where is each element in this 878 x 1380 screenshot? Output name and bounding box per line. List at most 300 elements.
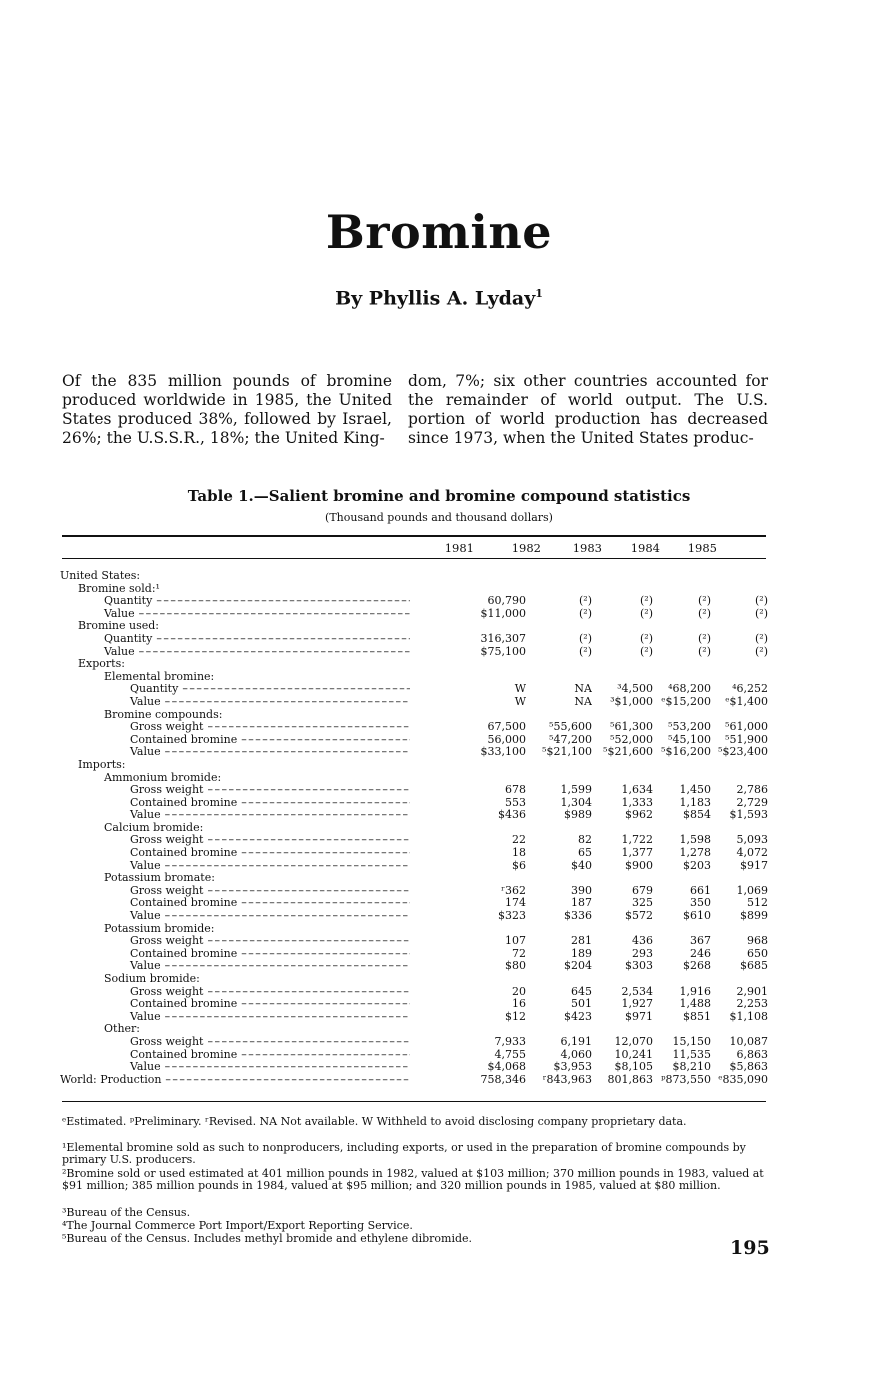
table-row bbox=[60, 772, 768, 785]
author-footnote-mark: 1 bbox=[535, 287, 543, 300]
row-label-cell bbox=[60, 683, 410, 696]
cell-1985: ⁵61,000 bbox=[725, 721, 768, 734]
row-label-cell bbox=[60, 960, 410, 973]
table-row bbox=[60, 1011, 768, 1024]
cell-1981 bbox=[410, 658, 526, 671]
cell-1981: 72 bbox=[512, 947, 526, 960]
cell-1981: 56,000 bbox=[487, 733, 526, 746]
cell-1984 bbox=[653, 583, 711, 596]
cell-1984: (²) bbox=[698, 645, 711, 658]
cell-1982 bbox=[526, 671, 592, 684]
cell-1982 bbox=[526, 923, 592, 936]
cell-1981: $4,068 bbox=[487, 1061, 526, 1074]
cell-1983 bbox=[592, 759, 653, 772]
cell-1984: $610 bbox=[683, 910, 711, 923]
row-label-cell bbox=[60, 772, 410, 785]
cell-1981 bbox=[410, 772, 526, 785]
row-label-cell bbox=[60, 1011, 410, 1024]
cell-1984: 1,450 bbox=[679, 784, 711, 797]
cell-1985 bbox=[711, 658, 768, 671]
cell-1984: 1,488 bbox=[679, 998, 711, 1011]
cell-1985 bbox=[711, 570, 768, 583]
cell-1981: $75,100 bbox=[480, 645, 526, 658]
table-row bbox=[60, 1074, 768, 1087]
row-label-cell bbox=[60, 746, 410, 759]
cell-1983: 1,377 bbox=[621, 847, 653, 860]
cell-1984: 15,150 bbox=[672, 1035, 711, 1048]
cell-1981: 316,307 bbox=[480, 632, 526, 645]
cell-1981: W bbox=[514, 683, 526, 696]
row-label-cell bbox=[60, 620, 410, 633]
cell-1982: 187 bbox=[571, 897, 592, 910]
cell-1983: ⁵$21,600 bbox=[603, 746, 653, 759]
cell-1984: 350 bbox=[690, 897, 711, 910]
cell-1984: 246 bbox=[690, 947, 711, 960]
row-label: Contained bromine – – – bbox=[60, 734, 410, 747]
cell-1983: (²) bbox=[640, 632, 653, 645]
row-label: Gross weight – – – bbox=[60, 986, 410, 999]
cell-1982: NA bbox=[574, 683, 592, 696]
cell-1982 bbox=[526, 1023, 592, 1036]
cell-1982: $204 bbox=[564, 960, 592, 973]
cell-1984: 1,916 bbox=[679, 985, 711, 998]
row-label-cell bbox=[60, 570, 410, 583]
cell-1983 bbox=[592, 1023, 653, 1036]
cell-1983 bbox=[592, 872, 653, 885]
cell-1982: (²) bbox=[579, 607, 592, 620]
cell-1985: 650 bbox=[747, 947, 768, 960]
year-header: 1985 bbox=[687, 541, 717, 555]
year-header: 1984 bbox=[630, 541, 660, 555]
cell-1985: 512 bbox=[747, 897, 768, 910]
row-label: Potassium bromide: bbox=[104, 922, 215, 935]
row-label-cell bbox=[60, 696, 410, 709]
cell-1981: ʳ362 bbox=[501, 884, 526, 897]
row-label: Potassium bromate: bbox=[104, 872, 215, 885]
cell-1985: (²) bbox=[755, 645, 768, 658]
row-label-cell bbox=[60, 658, 410, 671]
cell-1983 bbox=[592, 620, 653, 633]
cell-1984: $854 bbox=[683, 809, 711, 822]
row-label-cell bbox=[60, 910, 410, 923]
cell-1985: ⁴6,252 bbox=[732, 683, 768, 696]
row-label: Value – – – bbox=[60, 910, 410, 923]
table-row bbox=[60, 608, 768, 621]
cell-1982: 1,304 bbox=[560, 796, 592, 809]
cell-1982: $423 bbox=[564, 1010, 592, 1023]
table-top-rule bbox=[62, 535, 766, 537]
row-label: Quantity – – – bbox=[60, 683, 410, 696]
row-label-cell bbox=[60, 948, 410, 961]
table-row bbox=[60, 583, 768, 596]
cell-1983 bbox=[592, 923, 653, 936]
footnote: ⁵Bureau of the Census. Includes methyl bromide and ethylene dibromide. bbox=[62, 1232, 473, 1245]
table-caption: Table 1.—Salient bromine and bromine compound statistics bbox=[187, 487, 691, 505]
row-label-cell bbox=[60, 734, 410, 747]
cell-1983 bbox=[592, 709, 653, 722]
cell-1984: 1,278 bbox=[679, 847, 711, 860]
row-label: Value – – – bbox=[60, 608, 410, 621]
row-label-cell bbox=[60, 986, 410, 999]
cell-1982 bbox=[526, 583, 592, 596]
cell-1985 bbox=[711, 671, 768, 684]
row-label-cell bbox=[60, 671, 410, 684]
cell-1984: 661 bbox=[690, 884, 711, 897]
year-header: 1981 bbox=[444, 541, 474, 555]
cell-1982 bbox=[526, 973, 592, 986]
cell-1982: 645 bbox=[571, 985, 592, 998]
cell-1985 bbox=[711, 772, 768, 785]
cell-1981: 678 bbox=[505, 784, 526, 797]
table-row bbox=[60, 998, 768, 1011]
intro-column-right: dom, 7%; six other countries accounted for the remainder of world output. The U.S. portion of world production has decreased since 1973, when the United States produc- bbox=[408, 372, 768, 447]
cell-1982 bbox=[526, 620, 592, 633]
row-label-cell bbox=[60, 872, 410, 885]
table-row bbox=[60, 671, 768, 684]
cell-1982 bbox=[526, 872, 592, 885]
table-row bbox=[60, 658, 768, 671]
row-label: Value – – – bbox=[60, 746, 410, 759]
cell-1983 bbox=[592, 973, 653, 986]
row-label-cell bbox=[60, 595, 410, 608]
row-label: Value – – – bbox=[60, 696, 410, 709]
row-label: Value – – – bbox=[60, 1011, 410, 1024]
cell-1982: 390 bbox=[571, 884, 592, 897]
row-label: World: Production – – – bbox=[60, 1074, 410, 1087]
cell-1983: $572 bbox=[625, 910, 653, 923]
cell-1983: ³$1,000 bbox=[610, 695, 653, 708]
cell-1981 bbox=[410, 709, 526, 722]
table-row bbox=[60, 784, 768, 797]
row-label: Contained bromine – – – bbox=[60, 797, 410, 810]
cell-1982: ⁵$21,100 bbox=[542, 746, 592, 759]
cell-1984 bbox=[653, 923, 711, 936]
cell-1983: 679 bbox=[632, 884, 653, 897]
cell-1981: 174 bbox=[505, 897, 526, 910]
table-row bbox=[60, 696, 768, 709]
cell-1983 bbox=[592, 671, 653, 684]
cell-1982: 65 bbox=[578, 847, 592, 860]
cell-1985: 5,093 bbox=[736, 834, 768, 847]
row-label-cell bbox=[60, 860, 410, 873]
row-label-cell bbox=[60, 923, 410, 936]
cell-1982: $989 bbox=[564, 809, 592, 822]
cell-1982 bbox=[526, 570, 592, 583]
cell-1982 bbox=[526, 709, 592, 722]
cell-1983: 436 bbox=[632, 935, 653, 948]
cell-1981: 22 bbox=[512, 834, 526, 847]
table-row bbox=[60, 897, 768, 910]
row-label-cell bbox=[60, 809, 410, 822]
cell-1985: (²) bbox=[755, 607, 768, 620]
cell-1984 bbox=[653, 570, 711, 583]
cell-1983: 801,863 bbox=[607, 1073, 653, 1086]
table-row bbox=[60, 973, 768, 986]
cell-1981: 18 bbox=[512, 847, 526, 860]
cell-1984: (²) bbox=[698, 595, 711, 608]
cell-1982: ʳ843,963 bbox=[542, 1073, 592, 1086]
row-label: Contained bromine – – – bbox=[60, 847, 410, 860]
cell-1983: ³4,500 bbox=[617, 683, 653, 696]
table-row bbox=[60, 595, 768, 608]
row-label-cell bbox=[60, 973, 410, 986]
cell-1983: $8,105 bbox=[614, 1061, 653, 1074]
cell-1981 bbox=[410, 570, 526, 583]
cell-1983: ⁵61,300 bbox=[610, 721, 653, 734]
cell-1985: ⁵51,900 bbox=[725, 733, 768, 746]
table-row bbox=[60, 960, 768, 973]
cell-1981 bbox=[410, 671, 526, 684]
table-row bbox=[60, 683, 768, 696]
cell-1982: 189 bbox=[571, 947, 592, 960]
cell-1984 bbox=[653, 658, 711, 671]
cell-1983: 1,634 bbox=[621, 784, 653, 797]
table-row bbox=[60, 633, 768, 646]
cell-1984: 11,535 bbox=[672, 1048, 711, 1061]
cell-1985: 6,863 bbox=[736, 1048, 768, 1061]
cell-1982: (²) bbox=[579, 632, 592, 645]
cell-1981: $323 bbox=[498, 910, 526, 923]
byline bbox=[0, 287, 878, 309]
row-label-cell bbox=[60, 583, 410, 596]
cell-1981 bbox=[410, 759, 526, 772]
row-label: Imports: bbox=[78, 758, 126, 771]
row-label: Elemental bromine: bbox=[104, 670, 215, 683]
cell-1983: 293 bbox=[632, 947, 653, 960]
row-label-cell bbox=[60, 847, 410, 860]
table-row bbox=[60, 759, 768, 772]
table-row bbox=[60, 620, 768, 633]
row-label-cell bbox=[60, 1036, 410, 1049]
table-row bbox=[60, 570, 768, 583]
row-label-cell bbox=[60, 1023, 410, 1036]
row-label-cell bbox=[60, 646, 410, 659]
cell-1985: ⁵$23,400 bbox=[718, 746, 768, 759]
row-label: Other: bbox=[104, 1023, 140, 1036]
cell-1984: ᵉ$15,200 bbox=[661, 695, 711, 708]
cell-1985 bbox=[711, 759, 768, 772]
cell-1985 bbox=[711, 923, 768, 936]
cell-1983: ⁵52,000 bbox=[610, 733, 653, 746]
cell-1983: 10,241 bbox=[614, 1048, 653, 1061]
table-row bbox=[60, 746, 768, 759]
row-label: Contained bromine – – – bbox=[60, 998, 410, 1011]
cell-1985 bbox=[711, 709, 768, 722]
row-label: Bromine sold:¹ bbox=[78, 582, 160, 595]
cell-1985: 10,087 bbox=[729, 1035, 768, 1048]
cell-1984 bbox=[653, 822, 711, 835]
table-subcaption: (Thousand pounds and thousand dollars) bbox=[325, 511, 553, 524]
cell-1981: W bbox=[514, 695, 526, 708]
table-row bbox=[60, 646, 768, 659]
cell-1985: 2,901 bbox=[736, 985, 768, 998]
cell-1981: 60,790 bbox=[487, 595, 526, 608]
cell-1985: ᵉ835,090 bbox=[718, 1073, 768, 1086]
table-row bbox=[60, 885, 768, 898]
cell-1982: ⁵47,200 bbox=[549, 733, 592, 746]
cell-1981: 20 bbox=[512, 985, 526, 998]
footnote: ¹Elemental bromine sold as such to nonproducers, including exports, or used in the preparation of bromine compounds by primary U.S. producers. bbox=[62, 1141, 746, 1166]
table-row bbox=[60, 935, 768, 948]
table-row bbox=[60, 1023, 768, 1036]
row-label: Quantity – – – bbox=[60, 595, 410, 608]
cell-1981 bbox=[410, 620, 526, 633]
cell-1981: 107 bbox=[505, 935, 526, 948]
cell-1985 bbox=[711, 872, 768, 885]
row-label: Gross weight – – – bbox=[60, 885, 410, 898]
cell-1984: (²) bbox=[698, 632, 711, 645]
cell-1983: 2,534 bbox=[621, 985, 653, 998]
cell-1983 bbox=[592, 570, 653, 583]
cell-1985: $5,863 bbox=[729, 1061, 768, 1074]
cell-1982: 6,191 bbox=[560, 1035, 592, 1048]
cell-1985: 968 bbox=[747, 935, 768, 948]
table-row bbox=[60, 709, 768, 722]
row-label-cell bbox=[60, 797, 410, 810]
table-row bbox=[60, 910, 768, 923]
cell-1985: $899 bbox=[740, 910, 768, 923]
cell-1981 bbox=[410, 1023, 526, 1036]
statistics-table-body bbox=[60, 570, 768, 1086]
row-label: Gross weight – – – bbox=[60, 784, 410, 797]
cell-1981: $11,000 bbox=[480, 607, 526, 620]
cell-1985: 2,253 bbox=[736, 998, 768, 1011]
cell-1983: 1,927 bbox=[621, 998, 653, 1011]
cell-1983: $900 bbox=[625, 859, 653, 872]
cell-1981 bbox=[410, 583, 526, 596]
cell-1984: 367 bbox=[690, 935, 711, 948]
cell-1984 bbox=[653, 1023, 711, 1036]
cell-1984: $8,210 bbox=[672, 1061, 711, 1074]
row-label-cell bbox=[60, 1074, 410, 1087]
cell-1983: $962 bbox=[625, 809, 653, 822]
cell-1982 bbox=[526, 658, 592, 671]
footnote: ²Bromine sold or used estimated at 401 million pounds in 1982, valued at $103 million; 370 million pounds in 1983, valued at $91 million; 385 million pounds in 1984, valued at $95 million; and 320 million pounds in 1985, valued at $80 million. bbox=[62, 1167, 764, 1192]
cell-1981 bbox=[410, 872, 526, 885]
row-label: Bromine used: bbox=[78, 620, 159, 633]
cell-1985: 4,072 bbox=[736, 847, 768, 860]
cell-1983: (²) bbox=[640, 645, 653, 658]
cell-1981: $6 bbox=[512, 859, 526, 872]
row-label: Value – – – bbox=[60, 646, 410, 659]
cell-1982 bbox=[526, 772, 592, 785]
cell-1982: 1,599 bbox=[560, 784, 592, 797]
cell-1984 bbox=[653, 772, 711, 785]
cell-1982: NA bbox=[574, 695, 592, 708]
cell-1983: 1,333 bbox=[621, 796, 653, 809]
page-number: 195 bbox=[730, 1237, 770, 1259]
row-label-cell bbox=[60, 759, 410, 772]
cell-1981: 16 bbox=[512, 998, 526, 1011]
cell-1985: ᵉ$1,400 bbox=[725, 695, 768, 708]
cell-1983 bbox=[592, 658, 653, 671]
cell-1985: $1,108 bbox=[729, 1010, 768, 1023]
cell-1981 bbox=[410, 973, 526, 986]
cell-1985 bbox=[711, 1023, 768, 1036]
cell-1985 bbox=[711, 973, 768, 986]
cell-1981: $33,100 bbox=[480, 746, 526, 759]
cell-1985: 2,786 bbox=[736, 784, 768, 797]
row-label-cell bbox=[60, 822, 410, 835]
table-row bbox=[60, 1061, 768, 1074]
row-label: Sodium bromide: bbox=[104, 973, 200, 985]
page-title: Bromine bbox=[325, 205, 553, 259]
cell-1981: $12 bbox=[505, 1010, 526, 1023]
cell-1984: $851 bbox=[683, 1010, 711, 1023]
cell-1984: 1,598 bbox=[679, 834, 711, 847]
cell-1984 bbox=[653, 973, 711, 986]
row-label: Ammonium bromide: bbox=[104, 771, 222, 784]
row-label-cell bbox=[60, 709, 410, 722]
cell-1981: 7,933 bbox=[494, 1035, 526, 1048]
row-label-cell bbox=[60, 784, 410, 797]
row-label: Gross weight – – – bbox=[60, 935, 410, 948]
cell-1982: (²) bbox=[579, 645, 592, 658]
row-label: Quantity – – – bbox=[60, 633, 410, 646]
row-label: United States: bbox=[60, 570, 141, 582]
cell-1981: 553 bbox=[505, 796, 526, 809]
cell-1981: 758,346 bbox=[480, 1073, 526, 1086]
cell-1983: $971 bbox=[625, 1010, 653, 1023]
row-label-cell bbox=[60, 834, 410, 847]
cell-1985: $917 bbox=[740, 859, 768, 872]
cell-1982 bbox=[526, 822, 592, 835]
cell-1985: 2,729 bbox=[736, 796, 768, 809]
author-name: By Phyllis A. Lyday bbox=[335, 287, 536, 310]
cell-1985: $685 bbox=[740, 960, 768, 973]
row-label: Value – – – bbox=[60, 1061, 410, 1074]
cell-1985 bbox=[711, 583, 768, 596]
row-label: Value – – – bbox=[60, 809, 410, 822]
table-row bbox=[60, 809, 768, 822]
row-label: Exports: bbox=[78, 658, 125, 671]
table-row bbox=[60, 1036, 768, 1049]
year-header: 1982 bbox=[511, 541, 541, 555]
cell-1984: ⁵45,100 bbox=[668, 733, 711, 746]
row-label-cell bbox=[60, 633, 410, 646]
cell-1984: (²) bbox=[698, 607, 711, 620]
cell-1983: 12,070 bbox=[614, 1035, 653, 1048]
table-row bbox=[60, 734, 768, 747]
row-label: Gross weight – – – bbox=[60, 1036, 410, 1049]
cell-1984 bbox=[653, 671, 711, 684]
cell-1982: $3,953 bbox=[553, 1061, 592, 1074]
cell-1984 bbox=[653, 709, 711, 722]
cell-1983: $303 bbox=[625, 960, 653, 973]
footnote: ⁴The Journal Commerce Port Import/Export Reporting Service. bbox=[62, 1219, 413, 1232]
cell-1984: ᵖ873,550 bbox=[661, 1073, 711, 1086]
cell-1983: (²) bbox=[640, 595, 653, 608]
year-header: 1983 bbox=[572, 541, 602, 555]
footnote: ³Bureau of the Census. bbox=[62, 1206, 191, 1219]
row-label-cell bbox=[60, 1061, 410, 1074]
cell-1982: $336 bbox=[564, 910, 592, 923]
row-label: Contained bromine – – – bbox=[60, 897, 410, 910]
row-label-cell bbox=[60, 885, 410, 898]
table-row bbox=[60, 721, 768, 734]
table-row bbox=[60, 797, 768, 810]
row-label: Bromine compounds: bbox=[104, 708, 223, 721]
cell-1985: $1,593 bbox=[729, 809, 768, 822]
row-label: Gross weight – – – bbox=[60, 834, 410, 847]
cell-1982: $40 bbox=[571, 859, 592, 872]
cell-1983 bbox=[592, 583, 653, 596]
cell-1984 bbox=[653, 872, 711, 885]
table-row bbox=[60, 860, 768, 873]
cell-1981: $436 bbox=[498, 809, 526, 822]
table-row bbox=[60, 872, 768, 885]
table-row bbox=[60, 923, 768, 936]
